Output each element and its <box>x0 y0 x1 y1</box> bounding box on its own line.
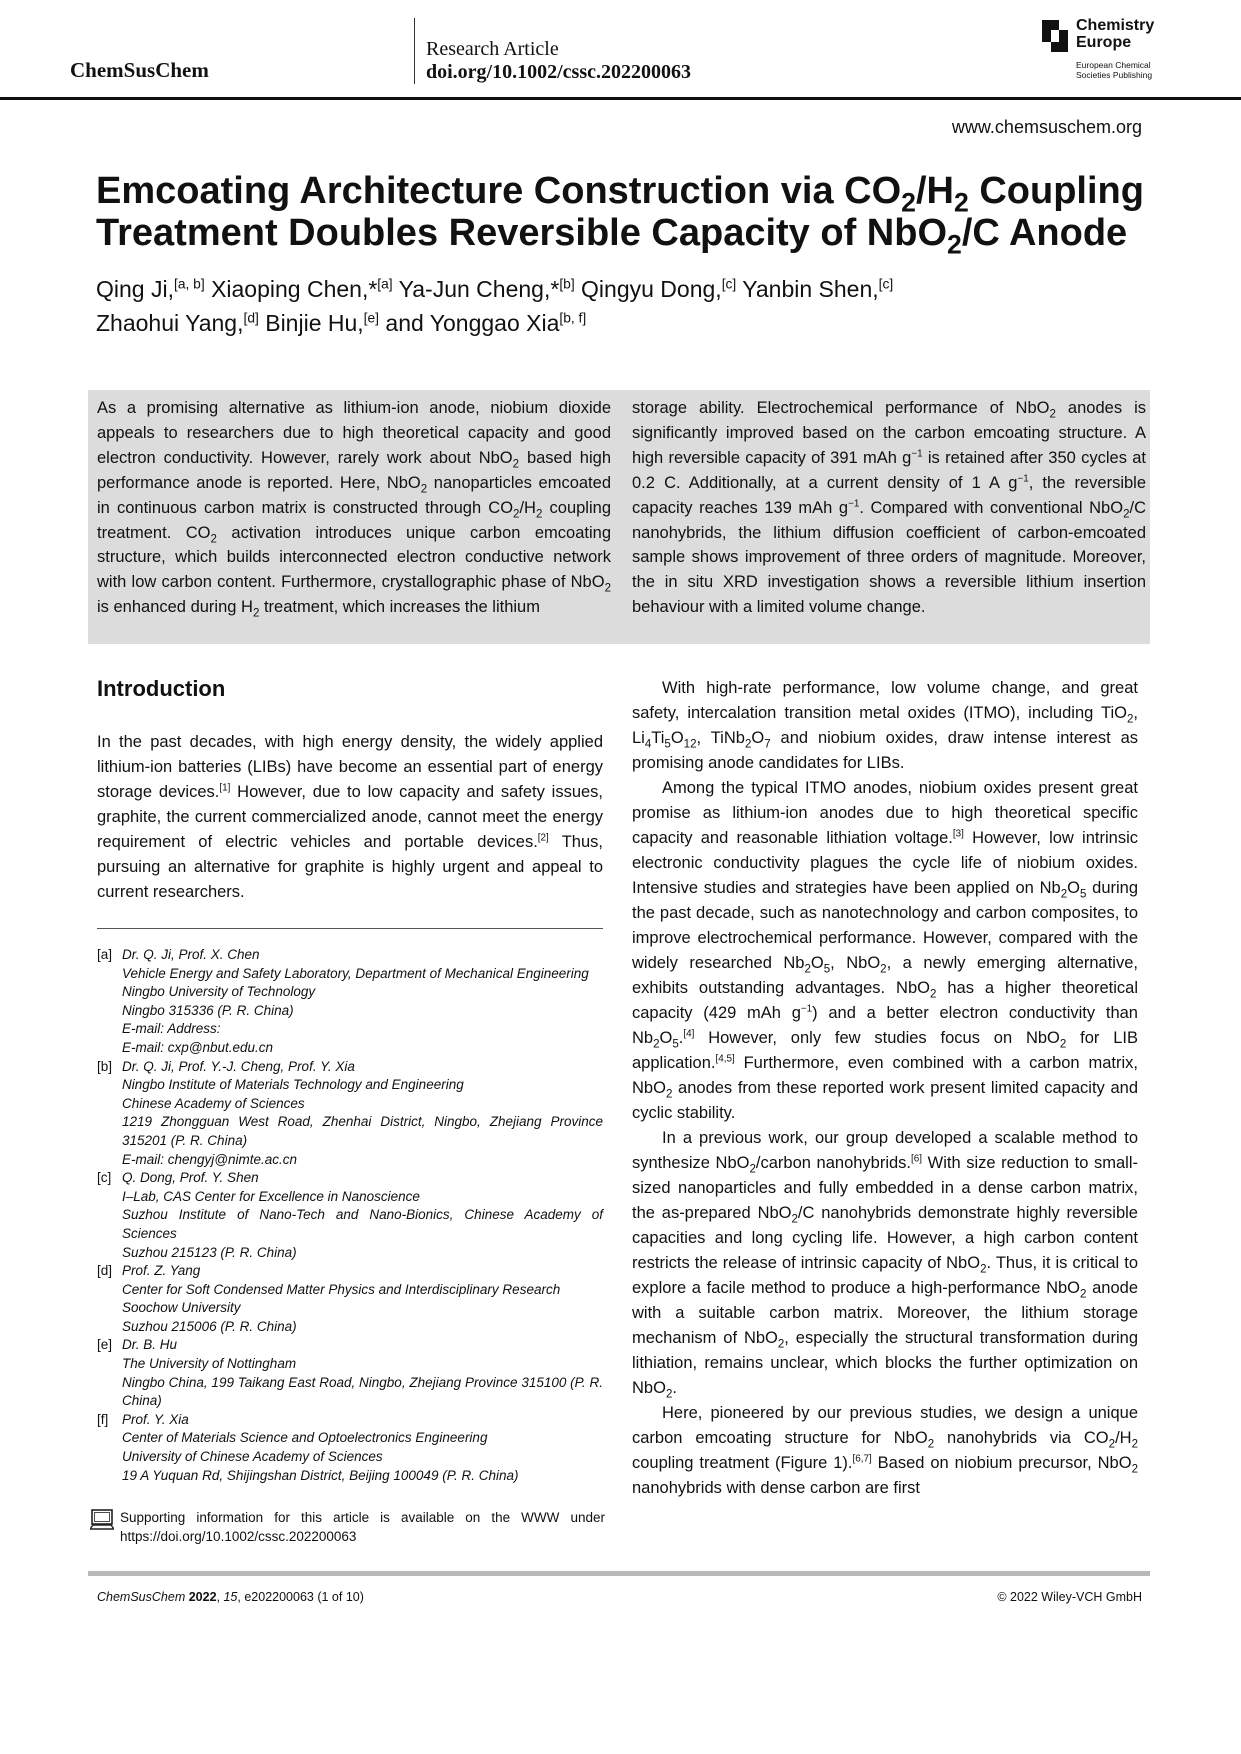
header-rule <box>0 97 1241 100</box>
body-paragraph: With high-rate performance, low volume change, and great safety, intercalation transition metal oxides (ITMO), including TiO$_2$, $Li_4Ti_5O_{12}$, $TiNb_2O_7$ and niobium oxides, draw intense interest as promising anode candidates for LIBs. <box>632 679 1138 772</box>
affiliation-d: [d] Prof. Z. Yang Center for Soft Condensed Matter Physics and Interdisciplinary Research Soochow University Suzhou 215006 (P. R. China) <box>97 1263 561 1334</box>
affiliation-f: [f] Prof. Y. Xia Center of Materials Science and Optoelectronics Engineering University of Chinese Academy of Sciences 19 A Yuquan Rd, Shijingshan District, Beijing 100049 (P. R. China) <box>97 1411 519 1483</box>
footnote-rule <box>97 928 603 929</box>
email-link[interactable]: E-mail: chengyj@nimte.ac.cn <box>122 1151 298 1167</box>
body-paragraph: Among the typical ITMO anodes, niobium oxides present great promise as lithium-ion anodes due to high theoretical specific capacity and reasonable lithiation voltage.[3] However, low intrinsic electronic conductivity plagues the cycle life of niobium oxides. Intensive studies and strategies have been applied on $Nb_2O_5$ during the past decade, such as nanotechnology and carbon composites, to improve electrochemical performance. However, compared with the widely researched $Nb_2O_5$, NbO$_2$, a newly emerging alternative, exhibits outstanding advantages. NbO$_2$ has a higher theoretical capacity (429 mAh $g^{-1}$) and a better electron conductivity than $Nb_2O_5.[4]$ However, only few studies focus on NbO$_2$ for LIB application.[4,5] Furthermore, even combined with a carbon matrix, NbO$_2$ anodes from these reported work present limited capacity and cyclic stability. <box>632 779 1139 1122</box>
author[interactable]: Qing Ji,[a, b] <box>96 276 205 302</box>
body-paragraph: In a previous work, our group developed a scalable method to synthesize NbO$_2$/carbon nanohybrids.[6] With size reduction to small-sized nanoparticles and fully embedded in a dense carbon matrix, the as-prepared NbO$_2$/C nanohybrids demonstrate highly reversible capacities and long cycling life. However, a high carbon content restricts the release of intrinsic capacity of NbO$_2$. Thus, it is critical to explore a facile method to produce a high-performance NbO$_2$ anode with a suitable carbon matrix. Moreover, the lithium storage mechanism of NbO$_2$, especially the structural transformation during lithiation, remains unclear, which blocks the further optimization on NbO$_2$. <box>632 1129 1139 1401</box>
footer-citation: ChemSusChem 2022, 15, e202200063 (1 of 10) <box>97 1590 364 1604</box>
body-right-column <box>632 676 1138 1501</box>
affiliation-c: [c] Q. Dong, Prof. Y. Shen I–Lab, CAS Center for Excellence in Nanoscience Suzhou Institute of Nano-Tech and Nano-Bionics, Chinese Academy of Sciences Suzhou 215123 (P. R. China) <box>97 1170 603 1260</box>
abstract-left-column: As a promising alternative as lithium-ion anode, niobium dioxide appeals to researchers due to high theoretical capacity and good electron conductivity. However, rarely work about NbO$_2$ based high performance anode is reported. Here, NbO$_2$ nanoparticles emcoated in continuous carbon matrix is constructed through $CO_2/H_2$ coupling treatment. $CO_2$ activation introduces unique carbon emcoating structure, which builds interconnected electron conductive network with low carbon content. Furthermore, crystallographic phase of NbO$_2$ is enhanced during $H_2$ treatment, which increases the lithium <box>97 399 611 620</box>
body-paragraph: Here, pioneered by our previous studies, we design a unique carbon emcoating structure for NbO$_2$ nanohybrids via $CO_2/H_2$ coupling treatment (Figure 1).[6,7] Based on niobium precursor, NbO$_2$ nanohybrids with dense carbon are first <box>632 1404 1138 1497</box>
logo-line-4: Societies Publishing <box>1076 70 1153 80</box>
article-title: Emcoating Architecture Construction via $CO_2/H_2$ Coupling Treatment Doubles Reversible Capacity of NbO$_2$/C Anode <box>96 170 1144 260</box>
author[interactable]: Qingyu Dong,[c] <box>581 276 737 302</box>
citation[interactable]: [4] <box>683 1028 695 1040</box>
affiliation-a: [a] Dr. Q. Ji, Prof. X. Chen Vehicle Energy and Safety Laboratory, Department of Mechanical Engineering Ningbo University of Technology Ningbo 315336 (P. R. China) E-mail: Address: E-mail: cxp@nbut.edu.cn <box>97 946 603 1058</box>
author[interactable]: Xiaoping Chen,*[a] <box>211 276 393 302</box>
logo-line-1: Chemistry <box>1076 17 1155 34</box>
citation[interactable]: [6] <box>911 1153 923 1165</box>
email-link[interactable]: E-mail: cxp@nbut.edu.cn <box>122 1039 274 1055</box>
citation[interactable]: [2] <box>537 832 549 844</box>
chemistry-europe-logo-icon <box>1042 20 1068 52</box>
footer-copyright: © 2022 Wiley-VCH GmbH <box>997 1590 1142 1604</box>
affiliation-b: [b] Dr. Q. Ji, Prof. Y.-J. Cheng, Prof. Y. Xia Ningbo Institute of Materials Technology and Engineering Chinese Academy of Sciences 1219 Zhongguan West Road, Zhenhai District, Ningbo, Zhejiang Province 315201 (P. R. China) E-mail: chengyj@nimte.ac.cn <box>97 1058 603 1170</box>
citation[interactable]: [1] <box>219 782 231 794</box>
article-type: Research Article <box>426 38 559 60</box>
footer-rule <box>88 1571 1150 1576</box>
affiliations <box>97 946 603 1485</box>
supporting-info-text[interactable]: Supporting information for this article is available on the WWW under https://doi.org/10.1002/cssc.202200063 <box>120 1510 605 1544</box>
citation[interactable]: [6,7] <box>852 1453 872 1465</box>
doi-link[interactable]: doi.org/10.1002/cssc.202200063 <box>426 61 691 83</box>
computer-icon <box>90 1509 120 1546</box>
citation[interactable]: [4,5] <box>715 1053 735 1065</box>
abstract-right-column: storage ability. Electrochemical performance of NbO$_2$ anodes is significantly improved based on the carbon emcoating structure. A high reversible capacity of 391 mAh $g^{-1}$ is retained after 350 cycles at 0.2 C. Additionally, at a current density of 1 A $g^{-1}$, the reversible capacity reaches 139 mAh $g^{-1}$. Compared with conventional NbO$_2$/C nanohybrids, the lithium diffusion coefficient of carbon-emcoated sample shows improvement of three orders of magnitude. Moreover, the in situ XRD investigation shows a reversible lithium insertion behaviour with a limited volume change. <box>632 399 1147 617</box>
logo-line-2: Europe <box>1076 34 1132 51</box>
author[interactable]: Binjie Hu,[e] <box>265 310 380 336</box>
intro-paragraph: In the past decades, with high energy density, the widely applied lithium-ion batteries (LIBs) have become an essential part of energy storage devices.[1] However, due to low capacity and safety issues, graphite, the current commercialized anode, cannot meet the energy requirement of electric vehicles and portable devices.[2] Thus, pursuing an alternative for graphite is highly urgent and appeal to current researchers. <box>97 733 604 901</box>
author[interactable]: Zhaohui Yang,[d] <box>96 310 259 336</box>
author[interactable]: Yanbin Shen,[c] <box>742 276 894 302</box>
journal-name: ChemSusChem <box>70 58 209 82</box>
author[interactable]: and Yonggao Xia[b, f] <box>385 310 587 336</box>
author[interactable]: Ya-Jun Cheng,*[b] <box>398 276 575 302</box>
journal-website[interactable]: www.chemsuschem.org <box>951 117 1142 137</box>
logo-line-3: European Chemical <box>1076 60 1151 70</box>
chemistry-europe-logo <box>1042 16 1177 84</box>
header-divider <box>414 18 415 84</box>
section-heading-introduction: Introduction <box>97 676 226 701</box>
affiliation-e: [e] Dr. B. Hu The University of Nottingham Ningbo China, 199 Taikang East Road, Ningbo, Zhejiang Province 315100 (P. R. China) <box>97 1337 603 1409</box>
supporting-info <box>90 1509 605 1546</box>
citation[interactable]: [3] <box>952 828 964 840</box>
author-list <box>96 272 1146 340</box>
